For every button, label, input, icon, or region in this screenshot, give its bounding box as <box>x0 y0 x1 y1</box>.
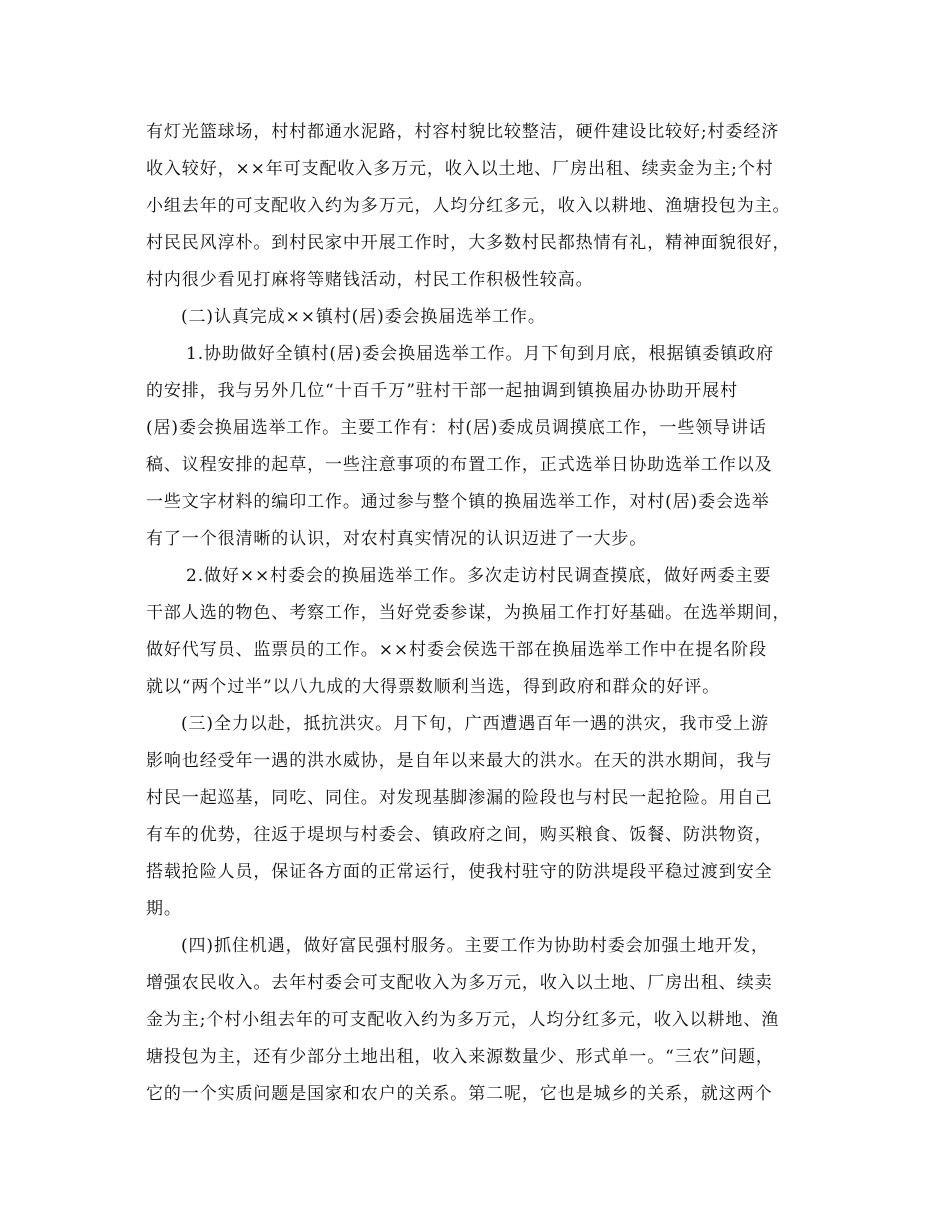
text-line-1: 有灯光篮球场，村村都通水泥路，村容村貌比较整洁，硬件建设比较好;村委经济 <box>146 122 780 142</box>
text-line-8: 的安排，我与另外几位“十百千万”驻村干部一起抽调到镇换届办协助开展村 <box>146 381 738 401</box>
section-heading-2: (二)认真完成××镇村(居)委会换届选举工作。 <box>181 307 546 327</box>
text-line-24: 增强农民收入。去年村委会可支配收入为多万元，收入以土地、厂房出租、续卖 <box>146 973 773 993</box>
text-line-2: 收入较好，××年可支配收入多万元，收入以土地、厂房出租、续卖金为主;个村 <box>146 159 774 179</box>
text-line-7: 1.协助做好全镇村(居)委会换届选举工作。月下旬到月底，根据镇委镇政府 <box>186 344 774 364</box>
text-line-18: 影响也经受年一遇的洪水威协，是自年以来最大的洪水。在天的洪水期间，我与 <box>146 751 773 771</box>
text-line-11: 一些文字材料的编印工作。通过参与整个镇的换届选举工作，对村(居)委会选举 <box>146 492 770 512</box>
text-line-4: 村民民风淳朴。到村民家中开展工作时，大多数村民都热情有礼，精神面貌很好， <box>146 233 791 253</box>
text-line-27: 它的一个实质问题是国家和农户的关系。第二呢，它也是城乡的关系，就这两个 <box>146 1084 773 1104</box>
section-heading-3: (三)全力以赴，抵抗洪灾。月下旬，广西遭遇百年一遇的洪灾，我市受上游 <box>181 714 769 734</box>
text-line-22: 期。 <box>146 899 182 919</box>
text-line-26: 塘投包为主，还有少部分土地出租，收入来源数量少、形式单一。“三农”问题， <box>146 1047 774 1067</box>
text-line-13: 2.做好××村委会的换届选举工作。多次走访村民调查摸底，做好两委主要 <box>186 566 772 586</box>
text-line-3: 小组去年的可支配收入约为多万元，人均分红多元，收入以耕地、渔塘投包为主。 <box>146 196 791 216</box>
text-line-16: 就以“两个过半”以八九成的大得票数顺利当选，得到政府和群众的好评。 <box>146 677 721 697</box>
text-line-20: 有车的优势，往返于堤坝与村委会、镇政府之间，购买粮食、饭餐、防洪物资， <box>146 825 773 845</box>
text-line-14: 干部人选的物色、考察工作，当好党委参谋，为换届工作打好基础。在选举期间， <box>146 603 791 623</box>
text-line-25: 金为主;个村小组去年的可支配收入约为多万元，人均分红多元，收入以耕地、渔 <box>146 1010 780 1030</box>
text-line-19: 村民一起巡基，同吃、同住。对发现基脚渗漏的险段也与村民一起抢险。用自己 <box>146 788 773 808</box>
text-line-10: 稿、议程安排的起草，一些注意事项的布置工作，正式选举日协助选举工作以及 <box>146 455 773 475</box>
text-line-21: 搭载抢险人员，保证各方面的正常运行，使我村驻守的防洪堤段平稳过渡到安全 <box>146 862 773 882</box>
text-line-5: 村内很少看见打麻将等赌钱活动，村民工作积极性较高。 <box>146 270 594 290</box>
text-line-9: (居)委会换届选举工作。主要工作有：村(居)委成员调摸底工作，一些领导讲话 <box>146 418 767 438</box>
section-heading-4: (四)抓住机遇，做好富民强村服务。主要工作为协助村委会加强土地开发， <box>181 936 769 956</box>
text-line-12: 有了一个很清晰的认识，对农村真实情况的认识迈进了一大步。 <box>146 529 648 549</box>
text-line-15: 做好代写员、监票员的工作。××村委会侯选干部在换届选举工作中在提名阶段 <box>146 640 767 660</box>
